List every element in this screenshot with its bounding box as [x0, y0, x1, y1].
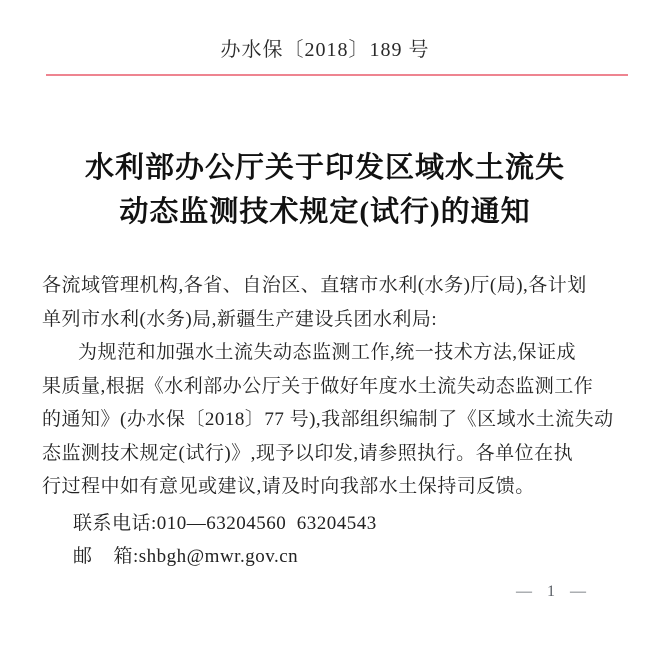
- body-line-paragraph-1: 为规范和加强水土流失动态监测工作,统一技术方法,保证成: [78, 342, 577, 363]
- red-divider-line: [46, 74, 628, 76]
- body-line-paragraph-5: 行过程中如有意见或建议,请及时向我部水土保持司反馈。: [42, 476, 535, 497]
- contact-phone-line: 联系电话:010—63204560 63204543: [73, 512, 377, 534]
- page-number: — 1 —: [516, 583, 587, 600]
- doc-number: 办水保〔2018〕189 号: [220, 39, 430, 61]
- body-line-paragraph-2: 果质量,根据《水利部办公厅关于做好年度水土流失动态监测工作: [42, 375, 594, 397]
- document-title: [0, 146, 650, 234]
- contact-email-line: 邮 箱:shbgh@mwr.gov.cn: [73, 546, 299, 567]
- title-line-2: 动态监测技术规定(试行)的通知: [119, 196, 531, 228]
- document-body: [42, 269, 618, 574]
- title-line-1: 水利部办公厅关于印发区域水土流失: [84, 152, 565, 184]
- body-line-salutation-2: 单列市水利(水务)局,新疆生产建设兵团水利局:: [42, 308, 438, 330]
- body-line-paragraph-3: 的通知》(办水保〔2018〕77 号),我部组织编制了《区域水土流失动: [42, 409, 614, 430]
- body-line-paragraph-4: 态监测技术规定(试行)》,现予以印发,请参照执行。各单位在执: [42, 442, 574, 464]
- body-line-salutation-1: 各流域管理机构,各省、自治区、直辖市水利(水务)厅(局),各计划: [42, 275, 587, 296]
